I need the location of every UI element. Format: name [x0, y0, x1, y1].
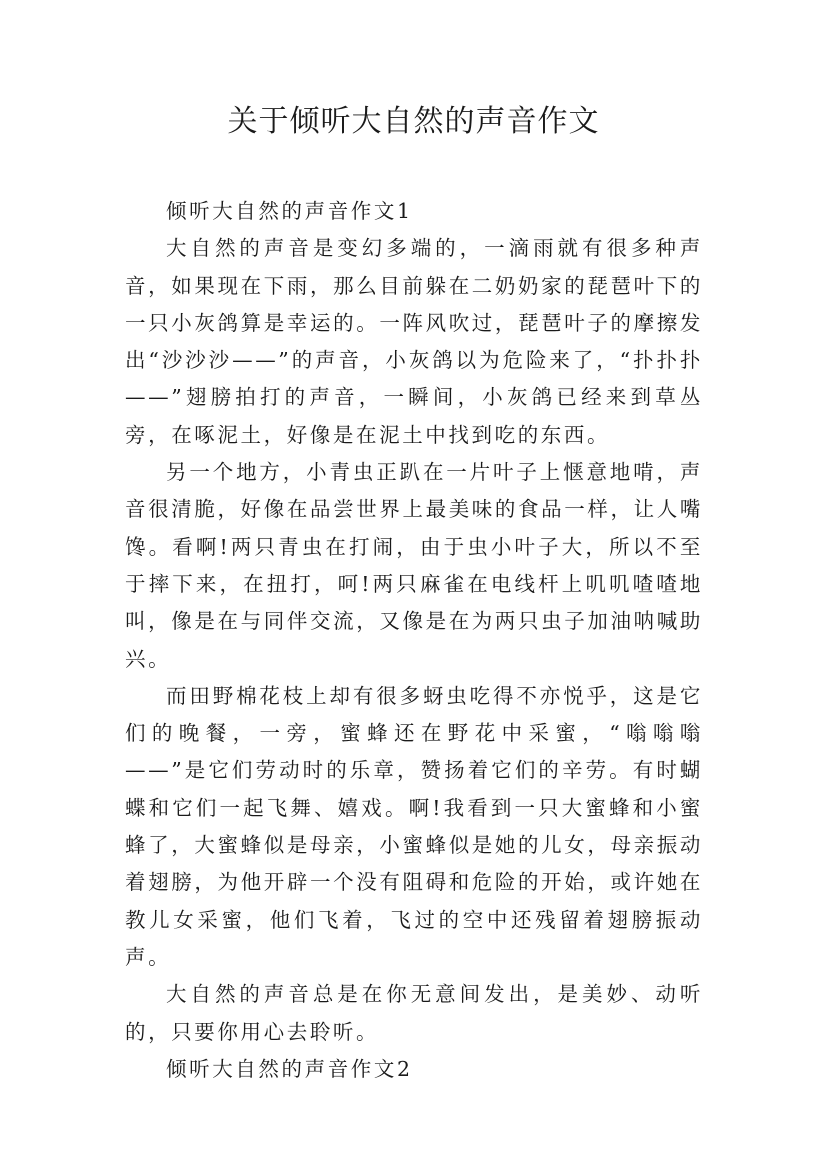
paragraph: 而田野棉花枝上却有很多蚜虫吃得不亦悦乎，这是它们的晚餐，一旁，蜜蜂还在野花中采蜜，“嗡嗡嗡——”是它们劳动时的乐章，赞扬着它们的辛劳。有时蝴蝶和它们一起飞舞、嬉戏。啊!我看到一只大蜜蜂和小蜜蜂了，大蜜蜂似是母亲，小蜜蜂似是她的儿女，母亲振动着翅膀，为他开辟一个没有阻碍和危险的开始，或许她在教儿女采蜜，他们飞着，飞过的空中还残留着翅膀振动声。	[125, 683, 703, 969]
section-heading-1: 倾听大自然的声音作文1	[166, 199, 413, 223]
paragraph: 另一个地方，小青虫正趴在一片叶子上惬意地啃，声音很清脆，好像在品尝世界上最美味的食品一样，让人嘴馋。看啊!两只青虫在打闹，由于虫小叶子大，所以不至于摔下来，在扭打，呵!两只麻雀在电线杆上叽叽喳喳地叫，像是在与同伴交流，又像是在为两只虫子加油呐喊助兴。	[125, 460, 703, 671]
paragraph: 大自然的声音总是在你无意间发出，是美妙、动听的，只要你用心去聆听。	[125, 982, 703, 1044]
section-heading-2: 倾听大自然的声音作文2	[166, 1056, 413, 1081]
paragraph: 大自然的声音是变幻多端的，一滴雨就有很多种声音，如果现在下雨，那么目前躲在二奶奶家的琵琶叶下的一只小灰鸽算是幸运的。一阵风吹过，琵琶叶子的摩擦发出“沙沙沙——”的声音，小灰鸽以为危险来了，“扑扑扑——”翅膀拍打的声音，一瞬间，小灰鸽已经来到草丛旁，在啄泥土，好像是在泥土中找到吃的东西。	[125, 236, 703, 447]
document-body	[125, 193, 703, 1088]
document-title: 关于倾听大自然的声音作文	[227, 104, 600, 139]
